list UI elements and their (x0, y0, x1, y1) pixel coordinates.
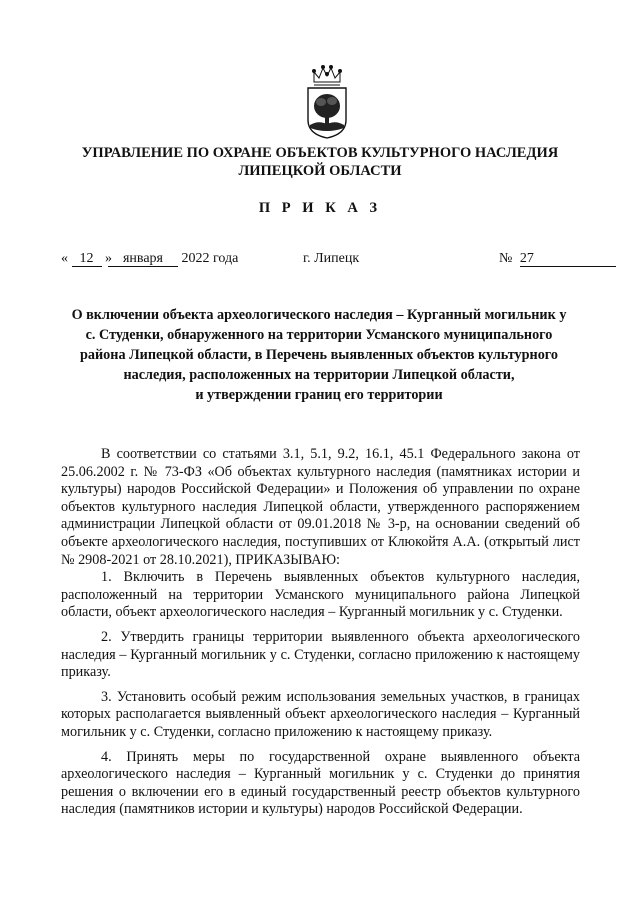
document-city: г. Липецк (303, 251, 360, 266)
quote-close: » (105, 251, 112, 266)
subject-line-3: района Липецкой области, в Перечень выявленных объектов культурного (80, 347, 558, 363)
document-number-group (499, 251, 616, 267)
order-item-1: 1. Включить в Перечень выявленных объектов культурного наследия, расположенный на территории Усманского муниципального района Липецкой области, объект археологического наследия – Курганный могильник у с. Студенки. (61, 569, 580, 621)
organization-line-2: ЛИПЕЦКОЙ ОБЛАСТИ (238, 163, 402, 179)
subject-line-1: О включении объекта археологического наследия – Курганный могильник у (71, 307, 567, 323)
document-type-title: П Р И К А З (258, 200, 382, 216)
date-year: 2022 года (181, 251, 239, 266)
order-item-3: 3. Установить особый режим использования земельных участков, в границах которых располагается выявленный объект археологического наследия – Курганный могильник у с. Студенки, согласно приложению к настоящему приказу. (61, 688, 580, 740)
date-month-year-group (108, 251, 238, 267)
date-month: января (108, 251, 178, 267)
document-number: 27 (520, 251, 616, 267)
date-day-group (61, 251, 112, 267)
organization-name (40, 144, 600, 180)
preamble-paragraph: В соответствии со статьями 3.1, 5.1, 9.2, 16.1, 45.1 Федерального закона от 25.06.2002 г. № 73-ФЗ «Об объектах культурного наследия (памятниках истории и культуры) народов Российской Федерации» и Положения об управлении по охране объектов культурного наследия Липецкой области, утвержденного распоряжением администрации Липецкой области от 09.01.2018 № 3-р, на основании сведений об объекте археологического наследия, поступивших от Клюкойтя А.А. (открытый лист № 2908-2021 от 28.10.2021), ПРИКАЗЫВАЮ: (61, 446, 580, 568)
number-sign: № (499, 251, 513, 266)
subject-line-4: наследия, расположенных на территории Липецкой области, (123, 367, 515, 383)
date-day: 12 (72, 251, 102, 267)
organization-line-1: УПРАВЛЕНИЕ ПО ОХРАНЕ ОБЪЕКТОВ КУЛЬТУРНОГО НАСЛЕДИЯ (81, 145, 559, 161)
order-body (61, 446, 580, 819)
subject-line-2: с. Студенки, обнаруженного на территории Усманского муниципального (85, 327, 553, 343)
order-item-2: 2. Утвердить границы территории выявленного объекта археологического наследия – Курганный могильник у с. Студенки, согласно приложению к настоящему приказу. (61, 628, 580, 681)
coat-of-arms-emblem (302, 62, 352, 140)
order-item-4: 4. Принять меры по государственной охране выявленного объекта археологического наследия – Курганный могильник у с. Студенки до принятия решения о включении его в единый государственный реестр объектов культурного наследия (памятников истории и культуры) народов Российской Федерации. (61, 748, 580, 818)
order-subject (58, 305, 580, 405)
subject-line-5: и утверждении границ его территории (195, 387, 443, 403)
quote-open: « (61, 251, 68, 266)
